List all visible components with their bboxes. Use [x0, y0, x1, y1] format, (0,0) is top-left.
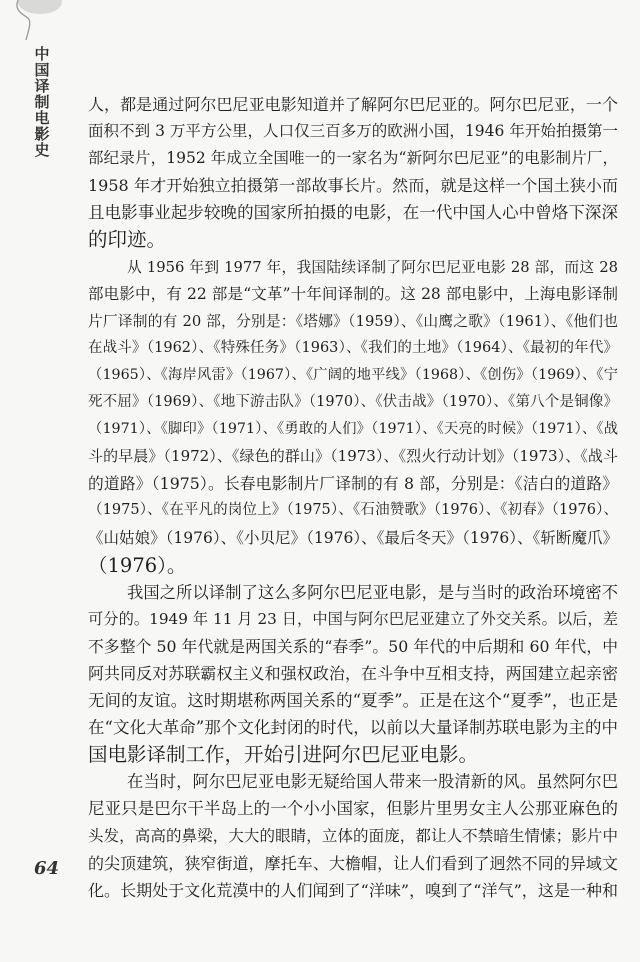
- text-line: 在当时，阿尔巴尼亚电影无疑给国人带来一股清新的风。虽然阿尔巴: [127, 772, 618, 792]
- side-title-char: 电: [34, 109, 50, 127]
- decorative-ornament: [0, 0, 70, 45]
- text-line: 片厂译制的有 20 部，分别是：《塔娜》（1959）、《山鹰之歌》（1961）、《他们也: [88, 312, 618, 330]
- side-title-char: 影: [34, 125, 50, 143]
- text-line: 斗的早晨》（1972）、《绿色的群山》（1973）、《烈火行动计划》（1973）、《战斗: [88, 447, 618, 466]
- text-line: 部电影中，有 22 部是“文革”十年间译制的。这 28 部电影中，上海电影译制: [88, 284, 618, 303]
- text-line: 头发，高高的鼻梁，大大的眼睛，立体的面庞，都让人不禁暗生情愫；影片中: [88, 826, 618, 845]
- text-line: 死不屈》（1969）、《地下游击队》（1970）、《伏击战》（1970）、《第八个是铜像》: [88, 394, 618, 411]
- paragraph: [88, 579, 618, 769]
- text-line: 1958 年才开始独立拍摄第一部故事长片。然而，就是这样一个国土狭小而: [88, 176, 618, 196]
- text-line: 《山姑娘》（1976）、《小贝尼》（1976）、《最后冬天》（1976）、《斩断魔爪》: [88, 528, 618, 547]
- text-line: 面积不到 3 万平方公里，人口仅三百多万的欧洲小国，1946 年开始拍摄第一: [88, 122, 618, 141]
- text-line: 部纪录片，1952 年成立全国唯一的一家名为“新阿尔巴尼亚”的电影制片厂，: [88, 149, 618, 168]
- side-title-char: 国: [34, 61, 50, 79]
- text-line: （1976）。: [88, 553, 187, 577]
- page-number: 64: [34, 858, 60, 879]
- text-line: （1971）、《脚印》（1971）、《勇敢的人们》（1971）、《天亮的时候》（1971）、《战: [88, 421, 618, 438]
- text-line: 尼亚只是巴尔干半岛上的一个小小国家，但影片里男女主人公那亚麻色的: [88, 799, 618, 819]
- text-line: 在“文化大革命”那个文化封闭的时代，以前以大量译制苏联电影为主的中: [88, 718, 618, 738]
- text-line: 从 1956 年到 1977 年，我国陆续译制了阿尔巴尼亚电影 28 部，而这 28: [127, 258, 618, 276]
- paragraph: [88, 91, 618, 254]
- text-line: 在战斗》（1962）、《特殊任务》（1963）、《我们的土地》（1964）、《最初的年代》: [88, 339, 618, 356]
- paragraph: [88, 768, 618, 903]
- text-line: 人，都是通过阿尔巴尼亚电影知道并了解阿尔巴尼亚的。阿尔巴尼亚，一个: [88, 95, 618, 114]
- text-line: 国电影译制工作，开始引进阿尔巴尼亚电影。: [88, 743, 479, 767]
- running-head-book-title: [32, 46, 52, 158]
- text-line: 无间的友谊。这时期堪称两国关系的“夏季”。正是在这个“夏季”，也正是: [88, 691, 618, 711]
- text-line: 可分的。1949 年 11 月 23 日，中国与阿尔巴尼亚建立了外交关系。以后，差: [88, 609, 618, 628]
- text-line: 的印迹。: [88, 228, 167, 252]
- paragraph: [88, 254, 618, 579]
- text-line: 的道路》（1975）。长春电影制片厂译制的有 8 部，分别是：《洁白的道路》: [88, 474, 618, 494]
- side-title-char: 中: [34, 45, 50, 63]
- text-line: 且电影事业起步较晚的国家所拍摄的电影，在一代中国人心中曾烙下深深: [88, 203, 618, 223]
- text-line: （1965）、《海岸风雷》（1967）、《广阔的地平线》（1968）、《创伤》（1969）、《宁: [88, 366, 618, 383]
- text-line: 的尖顶建筑，狭窄街道，摩托车、大檐帽，让人们看到了迥然不同的异域文: [88, 853, 618, 873]
- side-title-char: 制: [34, 93, 50, 111]
- text-line: 不多整个 50 年代就是两国关系的“春季”。50 年代的中后期和 60 年代，中: [88, 636, 618, 656]
- side-title-char: 史: [34, 141, 50, 159]
- text-line: 化。长期处于文化荒漠中的人们闻到了“洋味”，嗅到了“洋气”，这是一种和: [88, 880, 618, 900]
- text-line: 阿共同反对苏联霸权主义和强权政治，在斗争中互相支持，两国建立起亲密: [88, 663, 618, 683]
- text-line: （1975）、《在平凡的岗位上》（1975）、《石油赞歌》（1976）、《初春》（1976）、: [88, 502, 618, 519]
- text-line: 我国之所以译制了这么多阿尔巴尼亚电影，是与当时的政治环境密不: [127, 582, 618, 602]
- body-text: [88, 91, 618, 904]
- side-title-char: 译: [34, 77, 50, 95]
